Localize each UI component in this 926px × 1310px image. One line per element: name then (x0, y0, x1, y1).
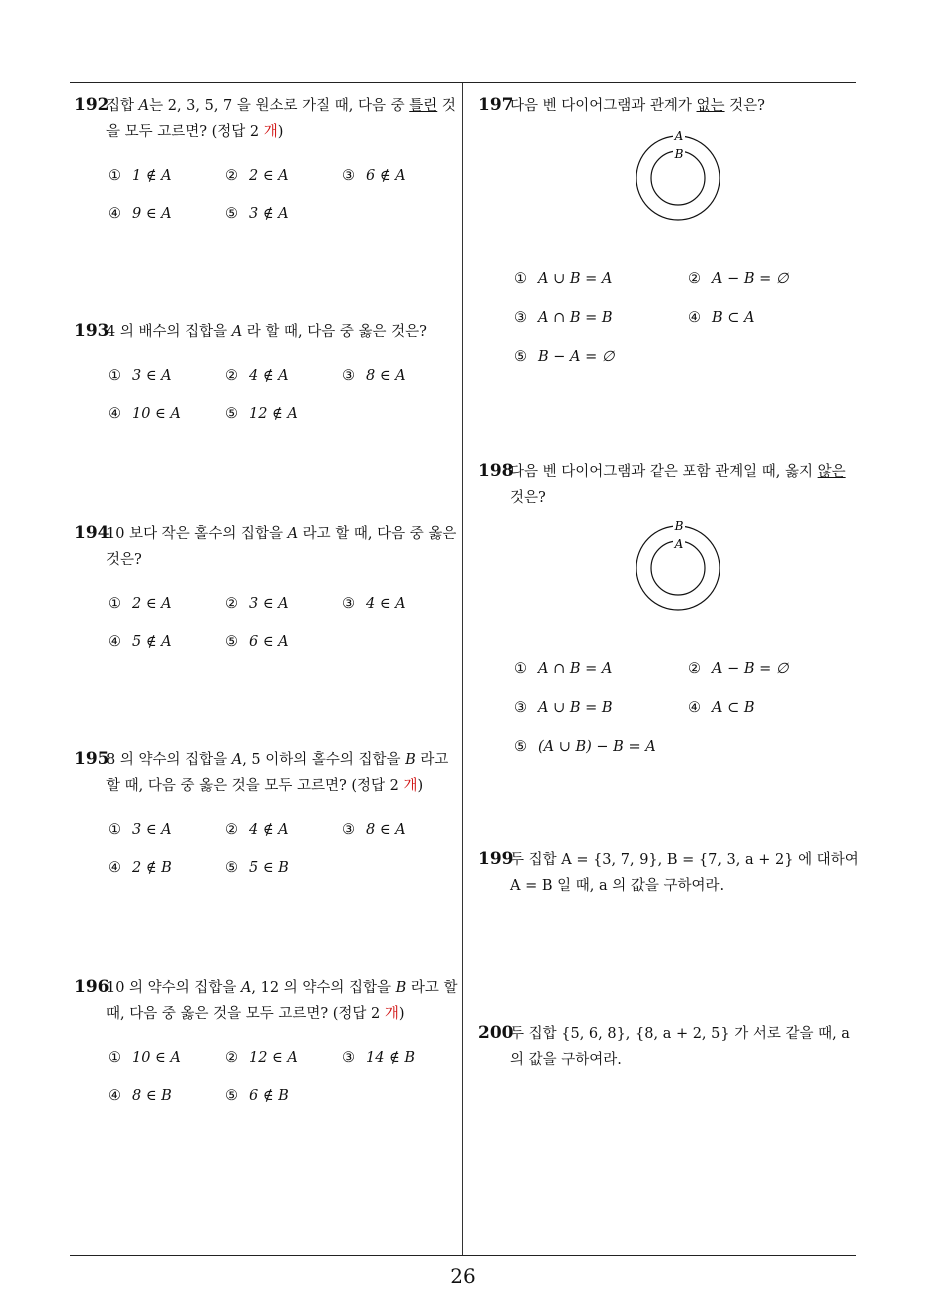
choice-5[interactable]: ⑤ 6 ∉ B (225, 1088, 289, 1104)
problem-number: 199 (478, 849, 514, 869)
venn-inner-label: A (674, 537, 684, 551)
choice-5[interactable]: ⑤ B − A = ∅ (514, 349, 615, 365)
choice-1[interactable]: ① A ∩ B = A (514, 661, 613, 677)
choice-2[interactable]: ② 4 ∉ A (225, 368, 289, 384)
choice-5[interactable]: ⑤ 6 ∈ A (225, 634, 289, 650)
problem-192-stem: 192집합 A는 2, 3, 5, 7 을 원소로 가질 때, 다음 중 틀린 것을 모두 고르면? (정답 2 개) (74, 92, 458, 145)
choice-1[interactable]: ① 3 ∈ A (108, 822, 172, 838)
problem-198-stem: 198다음 벤 다이어그램과 같은 포함 관계일 때, 옳지 않은 것은? (478, 458, 862, 511)
venn-inner-label: B (674, 147, 684, 161)
venn-diagram-197 (636, 128, 720, 224)
column-divider (462, 83, 463, 1255)
choice-3[interactable]: ③ 6 ∉ A (342, 168, 406, 184)
choice-5[interactable]: ⑤ 5 ∈ B (225, 860, 289, 876)
page-number: 26 (450, 1264, 476, 1288)
choice-2[interactable]: ② 12 ∈ A (225, 1050, 298, 1066)
problem-number: 192 (74, 95, 110, 115)
choice-4[interactable]: ④ A ⊂ B (688, 700, 755, 716)
red-count-unit: 개 (384, 1006, 399, 1022)
problem-196-stem: 19610 의 약수의 집합을 A, 12 의 약수의 집합을 B 라고 할 때, 다음 중 옳은 것을 모두 고르면? (정답 2 개) (74, 974, 458, 1027)
problem-number: 197 (478, 95, 514, 115)
choice-3[interactable]: ③ A ∪ B = B (514, 700, 613, 716)
choice-5[interactable]: ⑤ (A ∪ B) − B = A (514, 739, 656, 755)
choice-3[interactable]: ③ 8 ∈ A (342, 368, 406, 384)
venn-outer-label: A (674, 129, 684, 143)
underlined-keyword: 틀린 (409, 98, 438, 114)
problem-195 (74, 746, 458, 876)
choice-4[interactable]: ④ 8 ∈ B (108, 1088, 172, 1104)
problem-200 (478, 1020, 862, 1073)
choice-4[interactable]: ④ 9 ∈ A (108, 206, 172, 222)
problem-192 (74, 92, 458, 222)
problem-199-stem: 199두 집합 A = {3, 7, 9}, B = {7, 3, a + 2} 에 대하여 A = B 일 때, a 의 값을 구하여라. (478, 846, 862, 899)
choice-4[interactable]: ④ 5 ∉ A (108, 634, 172, 650)
problem-198 (478, 458, 862, 511)
choice-4[interactable]: ④ 2 ∉ B (108, 860, 172, 876)
underlined-keyword: 않은 (817, 464, 846, 480)
problem-number: 194 (74, 523, 110, 543)
venn-diagram-198 (636, 518, 720, 614)
choice-3[interactable]: ③ A ∩ B = B (514, 310, 613, 326)
choice-2[interactable]: ② A − B = ∅ (688, 661, 789, 677)
choice-2[interactable]: ② 4 ∉ A (225, 822, 289, 838)
choice-2[interactable]: ② 2 ∈ A (225, 168, 289, 184)
red-count-unit: 개 (403, 778, 418, 794)
problem-number: 198 (478, 461, 514, 481)
choice-4[interactable]: ④ B ⊂ A (688, 310, 755, 326)
choice-5[interactable]: ⑤ 3 ∉ A (225, 206, 289, 222)
choice-4[interactable]: ④ 10 ∈ A (108, 406, 181, 422)
underlined-keyword: 없는 (696, 98, 725, 114)
problem-193 (74, 318, 458, 422)
choice-1[interactable]: ① A ∪ B = A (514, 271, 613, 287)
choice-1[interactable]: ① 2 ∈ A (108, 596, 172, 612)
bottom-rule (70, 1255, 856, 1256)
choice-2[interactable]: ② 3 ∈ A (225, 596, 289, 612)
problem-number: 196 (74, 977, 110, 997)
problem-194 (74, 520, 458, 650)
problem-number: 195 (74, 749, 110, 769)
choice-3[interactable]: ③ 8 ∈ A (342, 822, 406, 838)
choice-2[interactable]: ② A − B = ∅ (688, 271, 789, 287)
top-rule (70, 82, 856, 83)
choice-5[interactable]: ⑤ 12 ∉ A (225, 406, 298, 422)
choice-1[interactable]: ① 1 ∉ A (108, 168, 172, 184)
venn-outer-label: B (674, 519, 684, 533)
red-count-unit: 개 (263, 124, 278, 140)
problem-199 (478, 846, 862, 899)
choice-1[interactable]: ① 10 ∈ A (108, 1050, 181, 1066)
problem-193-stem: 1934 의 배수의 집합을 A 라 할 때, 다음 중 옳은 것은? (74, 318, 458, 345)
problem-200-stem: 200두 집합 {5, 6, 8}, {8, a + 2, 5} 가 서로 같을 때, a 의 값을 구하여라. (478, 1020, 862, 1073)
problem-197 (478, 92, 862, 119)
choice-3[interactable]: ③ 4 ∈ A (342, 596, 406, 612)
problem-number: 193 (74, 321, 110, 341)
choice-3[interactable]: ③ 14 ∉ B (342, 1050, 416, 1066)
problem-194-stem: 19410 보다 작은 홀수의 집합을 A 라고 할 때, 다음 중 옳은 것은? (74, 520, 458, 573)
choice-1[interactable]: ① 3 ∈ A (108, 368, 172, 384)
problem-197-stem: 197다음 벤 다이어그램과 관계가 없는 것은? (478, 92, 862, 119)
problem-195-stem: 1958 의 약수의 집합을 A, 5 이하의 홀수의 집합을 B 라고 할 때, 다음 중 옳은 것을 모두 고르면? (정답 2 개) (74, 746, 458, 799)
problem-number: 200 (478, 1023, 514, 1043)
problem-196 (74, 974, 458, 1104)
